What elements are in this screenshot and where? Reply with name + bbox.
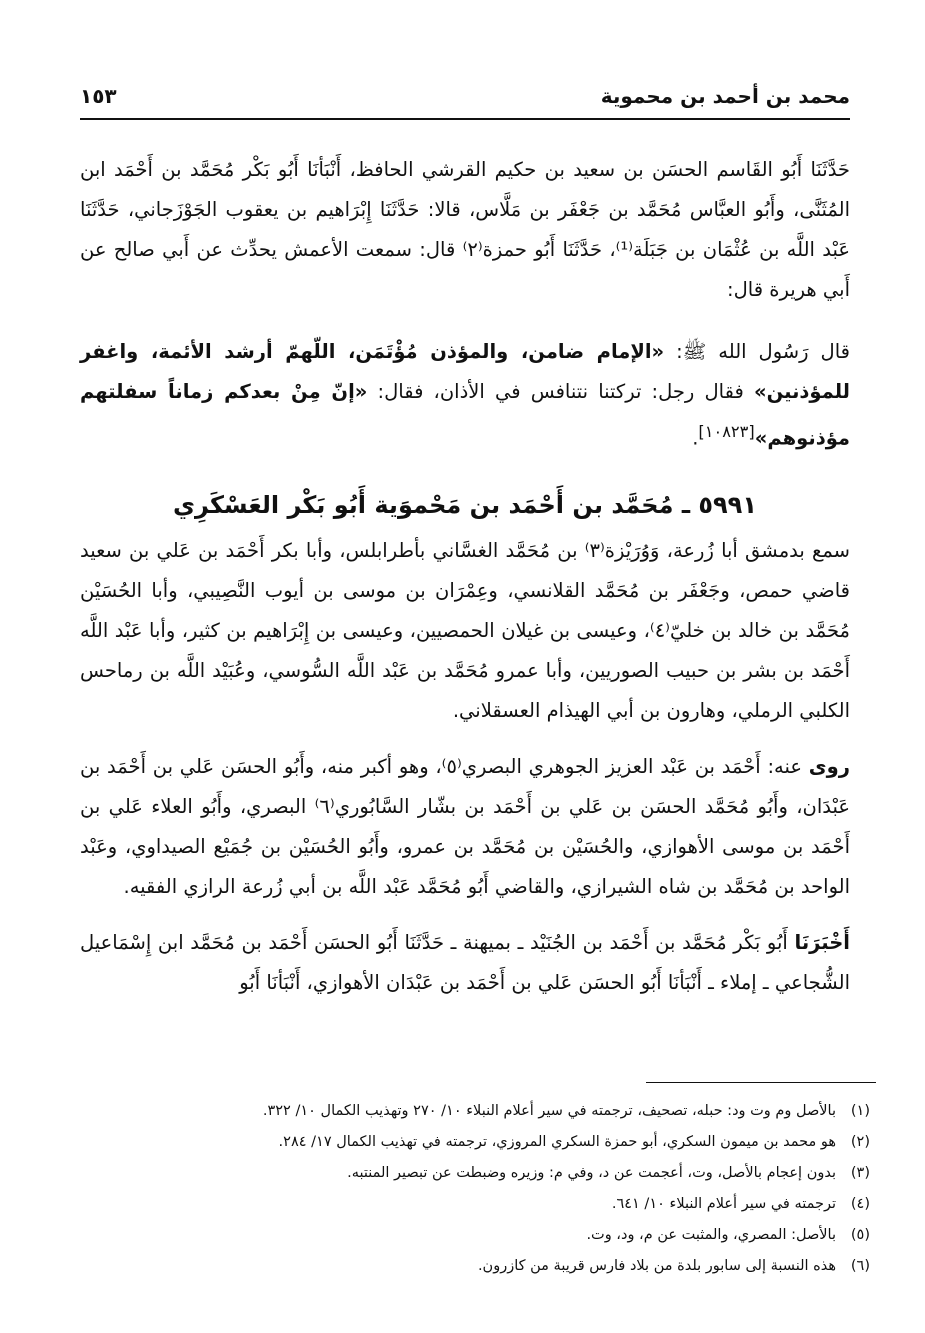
narrators-text: عنه: أَحْمَد بن عَبْد العزيز الجوهري البصري⁽٥⁾، وهو أكبر منه، وأَبُو الحسَن عَلي بن أَحْمَد بن عَبْدَان، وأَبُو مُحَمَّد الحسَن بن عَلي بن أَحْمَد بن بشّار السَّابُوري⁽٦⁾ البصري، وأَبُو العلاء عَلي بن أَحْمَد بن موسى الأهوازي، والحُسَيْن بن مُحَمَّد بن عمرو، وأَبُو الحُسَيْن بن جُمَيْع الصيداوي، وعَبْد الواحد بن مُحَمَّد بن شاه الشيرازي، والقاضي أَبُو مُحَمَّد عَبْد اللَّه بن أبي زُرعة الرازي الفقيه. bbox=[80, 754, 850, 898]
isnad-paragraph: حَدَّثَنَا أَبُو القَاسم الحسَن بن سعيد بن حكيم القرشي الحافظ، أَنْبَأنَا أَبُو بَكْر مُحَمَّد بن أَحْمَد ابن المُثَنَّى، وأَبُو العبَّاس مُحَمَّد بن جَعْفَر بن مَلَّاس، قالا: حَدَّثَنَا إِبْرَاهيم بن يعقوب الجَوْزَجاني، حَدَّثَنَا عَبْد اللَّه بن عُثْمَان بن جَبَلَة⁽¹⁾، حَدَّثَنَا أَبُو حمزة⁽٢⁾ قال: سمعت الأعمش يحدِّث عن أَبي صالح عن أَبي هريرة قال: bbox=[80, 158, 850, 301]
footnote bbox=[80, 1189, 870, 1220]
footnote-separator bbox=[646, 1082, 876, 1083]
hadith-paragraph: قال رَسُول الله ﷺ: «الإمام ضامن، والمؤذن مُؤْتَمَن، اللّهمّ أرشد الأئمة، واغفر للمؤذنين» فقال رجل: تركتنا نتنافس في الأذان، فقال: «إنّ مِنْ بعدكم زماناً سفلتهم مؤذنوهم»[١٠٨٢٣]. bbox=[80, 340, 850, 450]
footnote bbox=[80, 1096, 870, 1127]
footnote-text: هذه النسبة إلى سابور بلدة من بلاد فارس قريبة من كازرون. bbox=[477, 1258, 836, 1274]
footnote-number: (٤) bbox=[850, 1196, 870, 1212]
running-title: محمد بن أحمد بن محموية bbox=[600, 84, 850, 108]
footnote bbox=[80, 1158, 870, 1189]
heard-from-paragraph: سمع بدمشق أبا زُرعة، وَوُرَيْزة⁽٣⁾ بن مُحَمَّد الغسَّاني بأطرابلس، وأبا بكر أَحْمَد بن عَلي بن سعيد قاضي حمص، وجَعْفَر بن مُحَمَّد القلانسي، وعِمْرَان بن موسى بن أيوب النَّصِيبي، وأبا الحُسَيْن مُحَمَّد بن خالد بن خليّ⁽٤⁾، وعيسى بن غيلان الحمصيين، وعيسى بن إِبْرَاهيم بن كثير، وأبا عَبْد اللَّه أَحْمَد بن بشر بن حبيب الصوريين، وأبا عمرو مُحَمَّد بن عَبْد اللَّه السُّوسي، وعُبَيْد اللَّه بن رماحس الكلبي الرملي، وهارون بن أبي الهيذام العسقلاني. bbox=[80, 538, 850, 722]
footnote-text: بدون إعجام بالأصل، وت، أعجمت عن د، وفي م: وزيره وضبطت عن تبصير المنتبه. bbox=[347, 1165, 836, 1181]
footnote-text: بالأصل: المصري، والمثبت عن م، ود، وت. bbox=[586, 1227, 836, 1243]
narrators-paragraph bbox=[80, 747, 850, 907]
page-number: ١٥٣ bbox=[80, 84, 117, 108]
footnote-number: (٢) bbox=[850, 1134, 870, 1150]
chain-paragraph bbox=[80, 923, 850, 1003]
footnote-number: (١) bbox=[850, 1103, 870, 1119]
footnote-number: (٣) bbox=[850, 1165, 870, 1181]
footnote-text: بالأصل وم وت ود: حبله، تصحيف، ترجمته في سير أعلام النبلاء ١٠/ ٢٧٠ وتهذيب الكمال ١٠/ ٣٢٢. bbox=[262, 1103, 836, 1119]
footnote bbox=[80, 1251, 870, 1282]
page-header bbox=[80, 70, 850, 120]
hadith-reference: [١٠٨٢٣] bbox=[698, 422, 755, 441]
footnote-text: هو محمد بن ميمون السكري، أبو حمزة السكري المروزي، ترجمته في تهذيب الكمال ١٧/ ٢٨٤. bbox=[278, 1134, 836, 1150]
hadith-intro: قال رَسُول الله ﷺ: bbox=[664, 340, 850, 363]
entry-heading: ٥٩٩١ ـ مُحَمَّد بن أَحْمَد بن مَحْموَية أَبُو بَكْر العَسْكَرِي bbox=[173, 490, 757, 519]
chain-lead-word: أَخْبَرَنَا bbox=[794, 930, 850, 954]
footnote-text: ترجمته في سير أعلام النبلاء ١٠/ ٦٤١. bbox=[611, 1196, 836, 1212]
footnote bbox=[80, 1127, 870, 1158]
footnote-number: (٥) bbox=[850, 1227, 870, 1243]
chain-text: أَبُو بَكْر مُحَمَّد بن أَحْمَد بن الجُنَيْد ـ بميهنة ـ حَدَّثَنَا أَبُو الحسَن أَحْمَد بن مُحَمَّد ابن إِسْمَاعيل الشُّجاعي ـ إملاء ـ أَنْبَأنَا أَبُو الحسَن عَلي بن أَحْمَد بن عَبْدَان الأهوازي، أَنْبَأنَا أَبُو bbox=[80, 930, 850, 994]
narrated-lead-word: روى bbox=[808, 754, 850, 778]
hadith-continuation: فقال رجل: تركتنا نتنافس في الأذان، فقال: bbox=[367, 380, 754, 403]
hadith-text: «الإمام ضامن، والمؤذن مُؤْتَمَن، اللّهمّ أرشد الأئمة، واغفر للمؤذنين» bbox=[80, 340, 850, 403]
footnotes bbox=[80, 1096, 870, 1282]
footnote-number: (٦) bbox=[850, 1258, 870, 1274]
footnote bbox=[80, 1220, 870, 1251]
hadith-text-2: «إنّ مِنْ بعدكم زماناً سفلتهم مؤذنوهم» bbox=[80, 380, 850, 450]
page-content bbox=[80, 70, 850, 1003]
